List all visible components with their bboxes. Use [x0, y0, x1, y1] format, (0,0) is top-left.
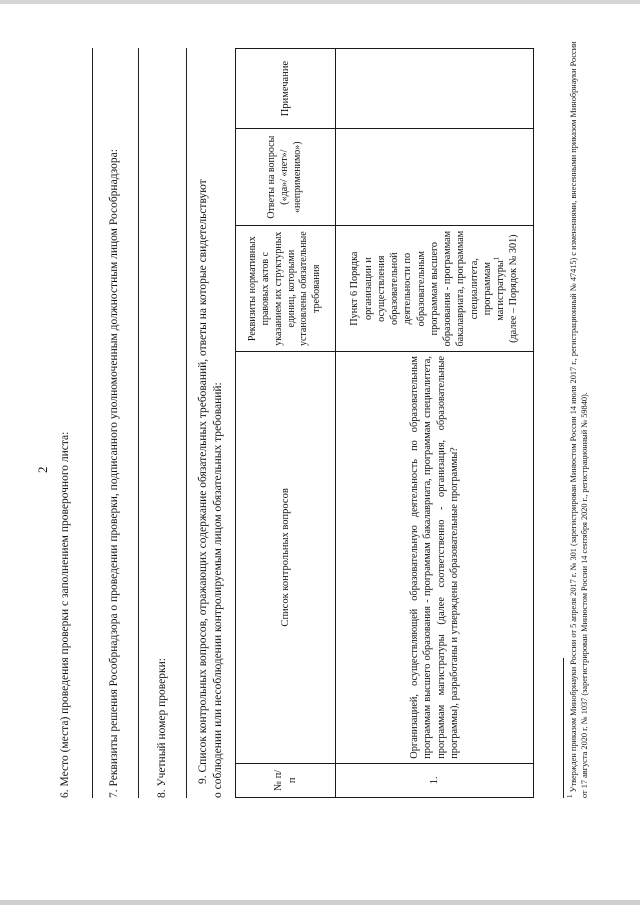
header-answers: Ответы на вопросы («да»/ «нет»/ «неприменимо») [236, 129, 336, 226]
checklist-table [235, 48, 534, 798]
row-answer-cell[interactable] [336, 129, 534, 226]
field-place-label: 6. Место (места) проведения проверки с заполнением проверочного листа: [59, 431, 71, 798]
checklist-intro [196, 48, 225, 798]
row-question: Организацией, осуществляющей образовательную деятельность по образовательным программам высшего образования - программам бакалавриата, программам специалитета, программам магистратуры (далее соответственно - организация, образовательные программы), разработаны и утверждены образовательные программы? [336, 352, 534, 764]
row-requisite-text: Пункт 6 Порядка организации и осуществления образовательной деятельности по образовательным программам высшего образования - программам бакалавриата, программам специалитета, программам магистратуры [349, 230, 507, 347]
field-account-underline [186, 48, 187, 798]
footnote-text: Утвержден приказом Минобрнауки России от 5 апреля 2017 г. № 301 (зарегистрирован Минюстом России 14 июля 2017 г., регистрационный № 47415) с изменениями, внесенными приказом Минобрнауки России от 17 августа 2020 г. № 1037 (зарегистрирован Минюстом России 14 сентября 2020 г., регистрационный № 59840). [569, 41, 590, 798]
intro-line-1: 9. Список контрольных вопросов, отражающих содержание обязательных требований, ответы на которые свидетельствуют [197, 179, 209, 784]
header-num: № п/п [236, 763, 336, 797]
header-questions: Список контрольных вопросов [236, 352, 336, 764]
field-decision-underline [138, 48, 139, 798]
table-row [336, 49, 534, 798]
header-requisites: Реквизиты нормативных правовых актов с указанием их структурных единиц, которыми установлены обязательные требования [236, 226, 336, 352]
footnote [568, 38, 590, 798]
row-note-cell[interactable] [336, 49, 534, 129]
footnote-separator [563, 658, 564, 798]
intro-line-2: о соблюдении или несоблюдении контролируемым лицом обязательных требований: [211, 382, 224, 798]
row-requisite [336, 226, 534, 352]
field-account-label: 8. Учетный номер проверки: [156, 658, 168, 798]
footnote-mark: 1 [566, 794, 575, 798]
field-decision-label: 7. Реквизиты решения Рособрнадзора о проведении проверки, подписанного уполномоченным должностным лицом Рособрнадзора: [108, 149, 120, 798]
page-number: 2 [35, 466, 50, 473]
row-requisite-tail: (далее – Порядок № 301) [508, 234, 520, 343]
row-requisite-footnote-mark: 1 [492, 256, 501, 261]
field-place-underline [92, 48, 93, 798]
row-num: 1. [336, 763, 534, 797]
table-header-row [236, 49, 336, 798]
header-note: Примечание [236, 49, 336, 129]
